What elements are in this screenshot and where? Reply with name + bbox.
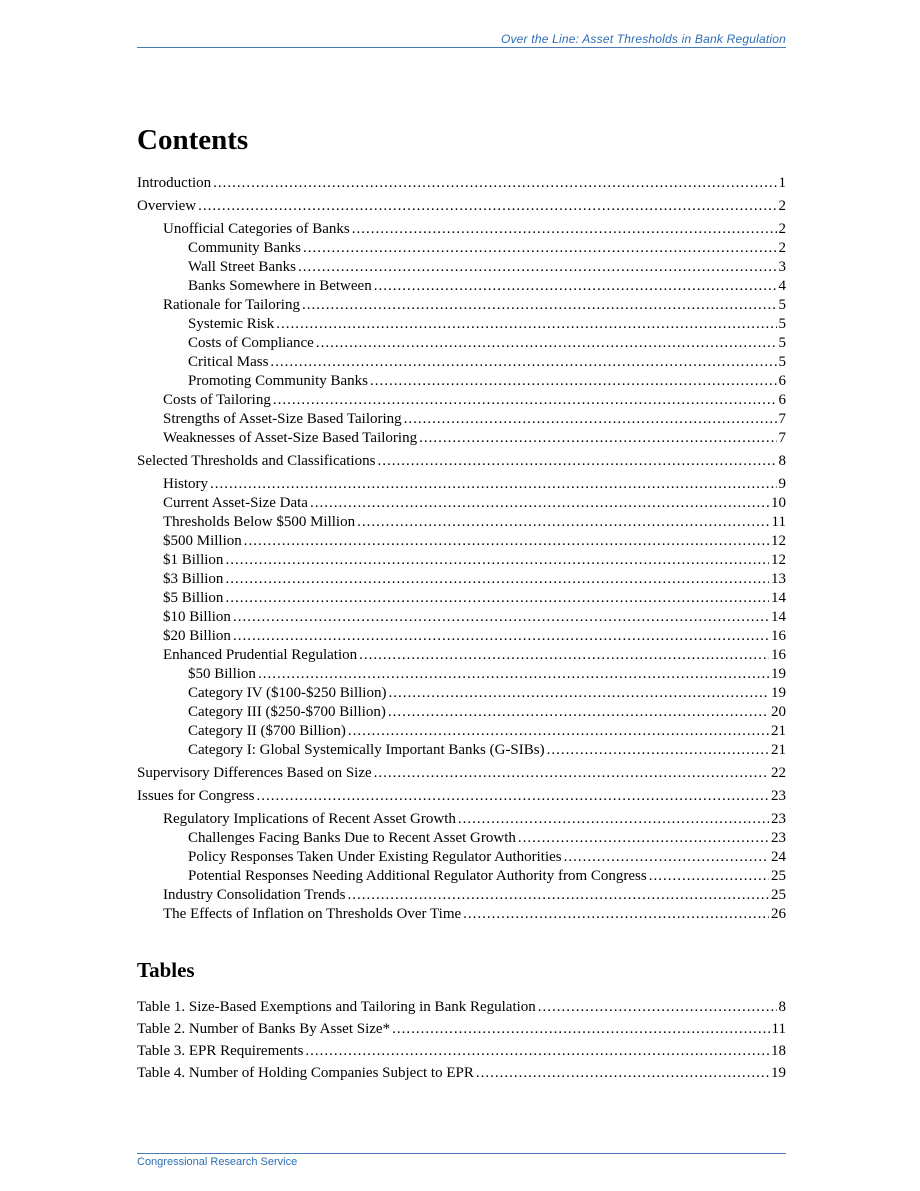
toc-entry[interactable]: Supervisory Differences Based on Size ..... 22 xyxy=(137,764,786,783)
table-entry[interactable]: Table 3. EPR Requirements ..... 18 xyxy=(137,1040,786,1062)
toc-entry[interactable]: Community Banks ..... 2 xyxy=(137,239,786,258)
tables-list xyxy=(137,996,786,1084)
page-header xyxy=(137,32,786,48)
toc-entry[interactable]: History ..... 9 xyxy=(137,475,786,494)
table-entry[interactable]: Table 4. Number of Holding Companies Subject to EPR ..... 19 xyxy=(137,1062,786,1084)
toc-entry[interactable]: $5 Billion ..... 14 xyxy=(137,589,786,608)
toc-entry[interactable]: Rationale for Tailoring ..... 5 xyxy=(137,296,786,315)
toc-entry[interactable]: Category II ($700 Billion) ..... 21 xyxy=(137,722,786,741)
table-entry[interactable]: Table 1. Size-Based Exemptions and Tailoring in Bank Regulation ..... 8 xyxy=(137,996,786,1018)
toc-entry[interactable]: Costs of Tailoring ..... 6 xyxy=(137,391,786,410)
toc-entry[interactable]: Systemic Risk ..... 5 xyxy=(137,315,786,334)
toc-entry[interactable]: Issues for Congress ..... 23 xyxy=(137,787,786,806)
toc-entry[interactable]: $20 Billion ..... 16 xyxy=(137,627,786,646)
toc-entry[interactable]: Enhanced Prudential Regulation ..... 16 xyxy=(137,646,786,665)
toc-entry[interactable]: Weaknesses of Asset-Size Based Tailoring ..... 7 xyxy=(137,429,786,448)
toc-entry[interactable]: Industry Consolidation Trends ..... 25 xyxy=(137,886,786,905)
toc-entry[interactable]: $10 Billion ..... 14 xyxy=(137,608,786,627)
tables-heading: Tables xyxy=(137,958,195,982)
toc-entry[interactable]: $3 Billion ..... 13 xyxy=(137,570,786,589)
toc-entry[interactable]: Category I: Global Systemically Important Banks (G-SIBs) ..... 21 xyxy=(137,741,786,760)
toc-entry[interactable]: Current Asset-Size Data ..... 10 xyxy=(137,494,786,513)
toc-entry[interactable]: Policy Responses Taken Under Existing Regulator Authorities ..... 24 xyxy=(137,848,786,867)
toc-entry[interactable]: Wall Street Banks ..... 3 xyxy=(137,258,786,277)
toc-entry[interactable]: Costs of Compliance ..... 5 xyxy=(137,334,786,353)
toc-entry[interactable]: Unofficial Categories of Banks ..... 2 xyxy=(137,220,786,239)
table-entry[interactable]: Table 2. Number of Banks By Asset Size* ..... 11 xyxy=(137,1018,786,1040)
toc-entry[interactable]: Promoting Community Banks ..... 6 xyxy=(137,372,786,391)
header-title: Over the Line: Asset Thresholds in Bank Regulation xyxy=(500,32,786,46)
toc-entry[interactable]: Regulatory Implications of Recent Asset Growth ..... 23 xyxy=(137,810,786,829)
toc-entry[interactable]: Introduction ..... 1 xyxy=(137,174,786,193)
toc-entry[interactable]: Banks Somewhere in Between ..... 4 xyxy=(137,277,786,296)
toc-entry[interactable]: Potential Responses Needing Additional Regulator Authority from Congress ..... 25 xyxy=(137,867,786,886)
toc-entry[interactable]: Category III ($250-$700 Billion) ..... 20 xyxy=(137,703,786,722)
toc-entry[interactable]: Strengths of Asset-Size Based Tailoring ..... 7 xyxy=(137,410,786,429)
toc-entry[interactable]: Critical Mass ..... 5 xyxy=(137,353,786,372)
page-footer xyxy=(137,1153,786,1168)
contents-list xyxy=(137,174,786,924)
contents-heading: Contents xyxy=(137,124,249,156)
toc-entry[interactable]: Thresholds Below $500 Million ..... 11 xyxy=(137,513,786,532)
toc-entry[interactable]: Selected Thresholds and Classifications ..... 8 xyxy=(137,452,786,471)
toc-entry[interactable]: $500 Million ..... 12 xyxy=(137,532,786,551)
toc-entry[interactable]: $50 Billion ..... 19 xyxy=(137,665,786,684)
toc-entry[interactable]: Overview ..... 2 xyxy=(137,197,786,216)
toc-entry[interactable]: The Effects of Inflation on Thresholds Over Time ..... 26 xyxy=(137,905,786,924)
toc-entry[interactable]: $1 Billion ..... 12 xyxy=(137,551,786,570)
toc-entry[interactable]: Challenges Facing Banks Due to Recent Asset Growth ..... 23 xyxy=(137,829,786,848)
footer-text: Congressional Research Service xyxy=(137,1156,298,1168)
toc-entry[interactable]: Category IV ($100-$250 Billion) ..... 19 xyxy=(137,684,786,703)
